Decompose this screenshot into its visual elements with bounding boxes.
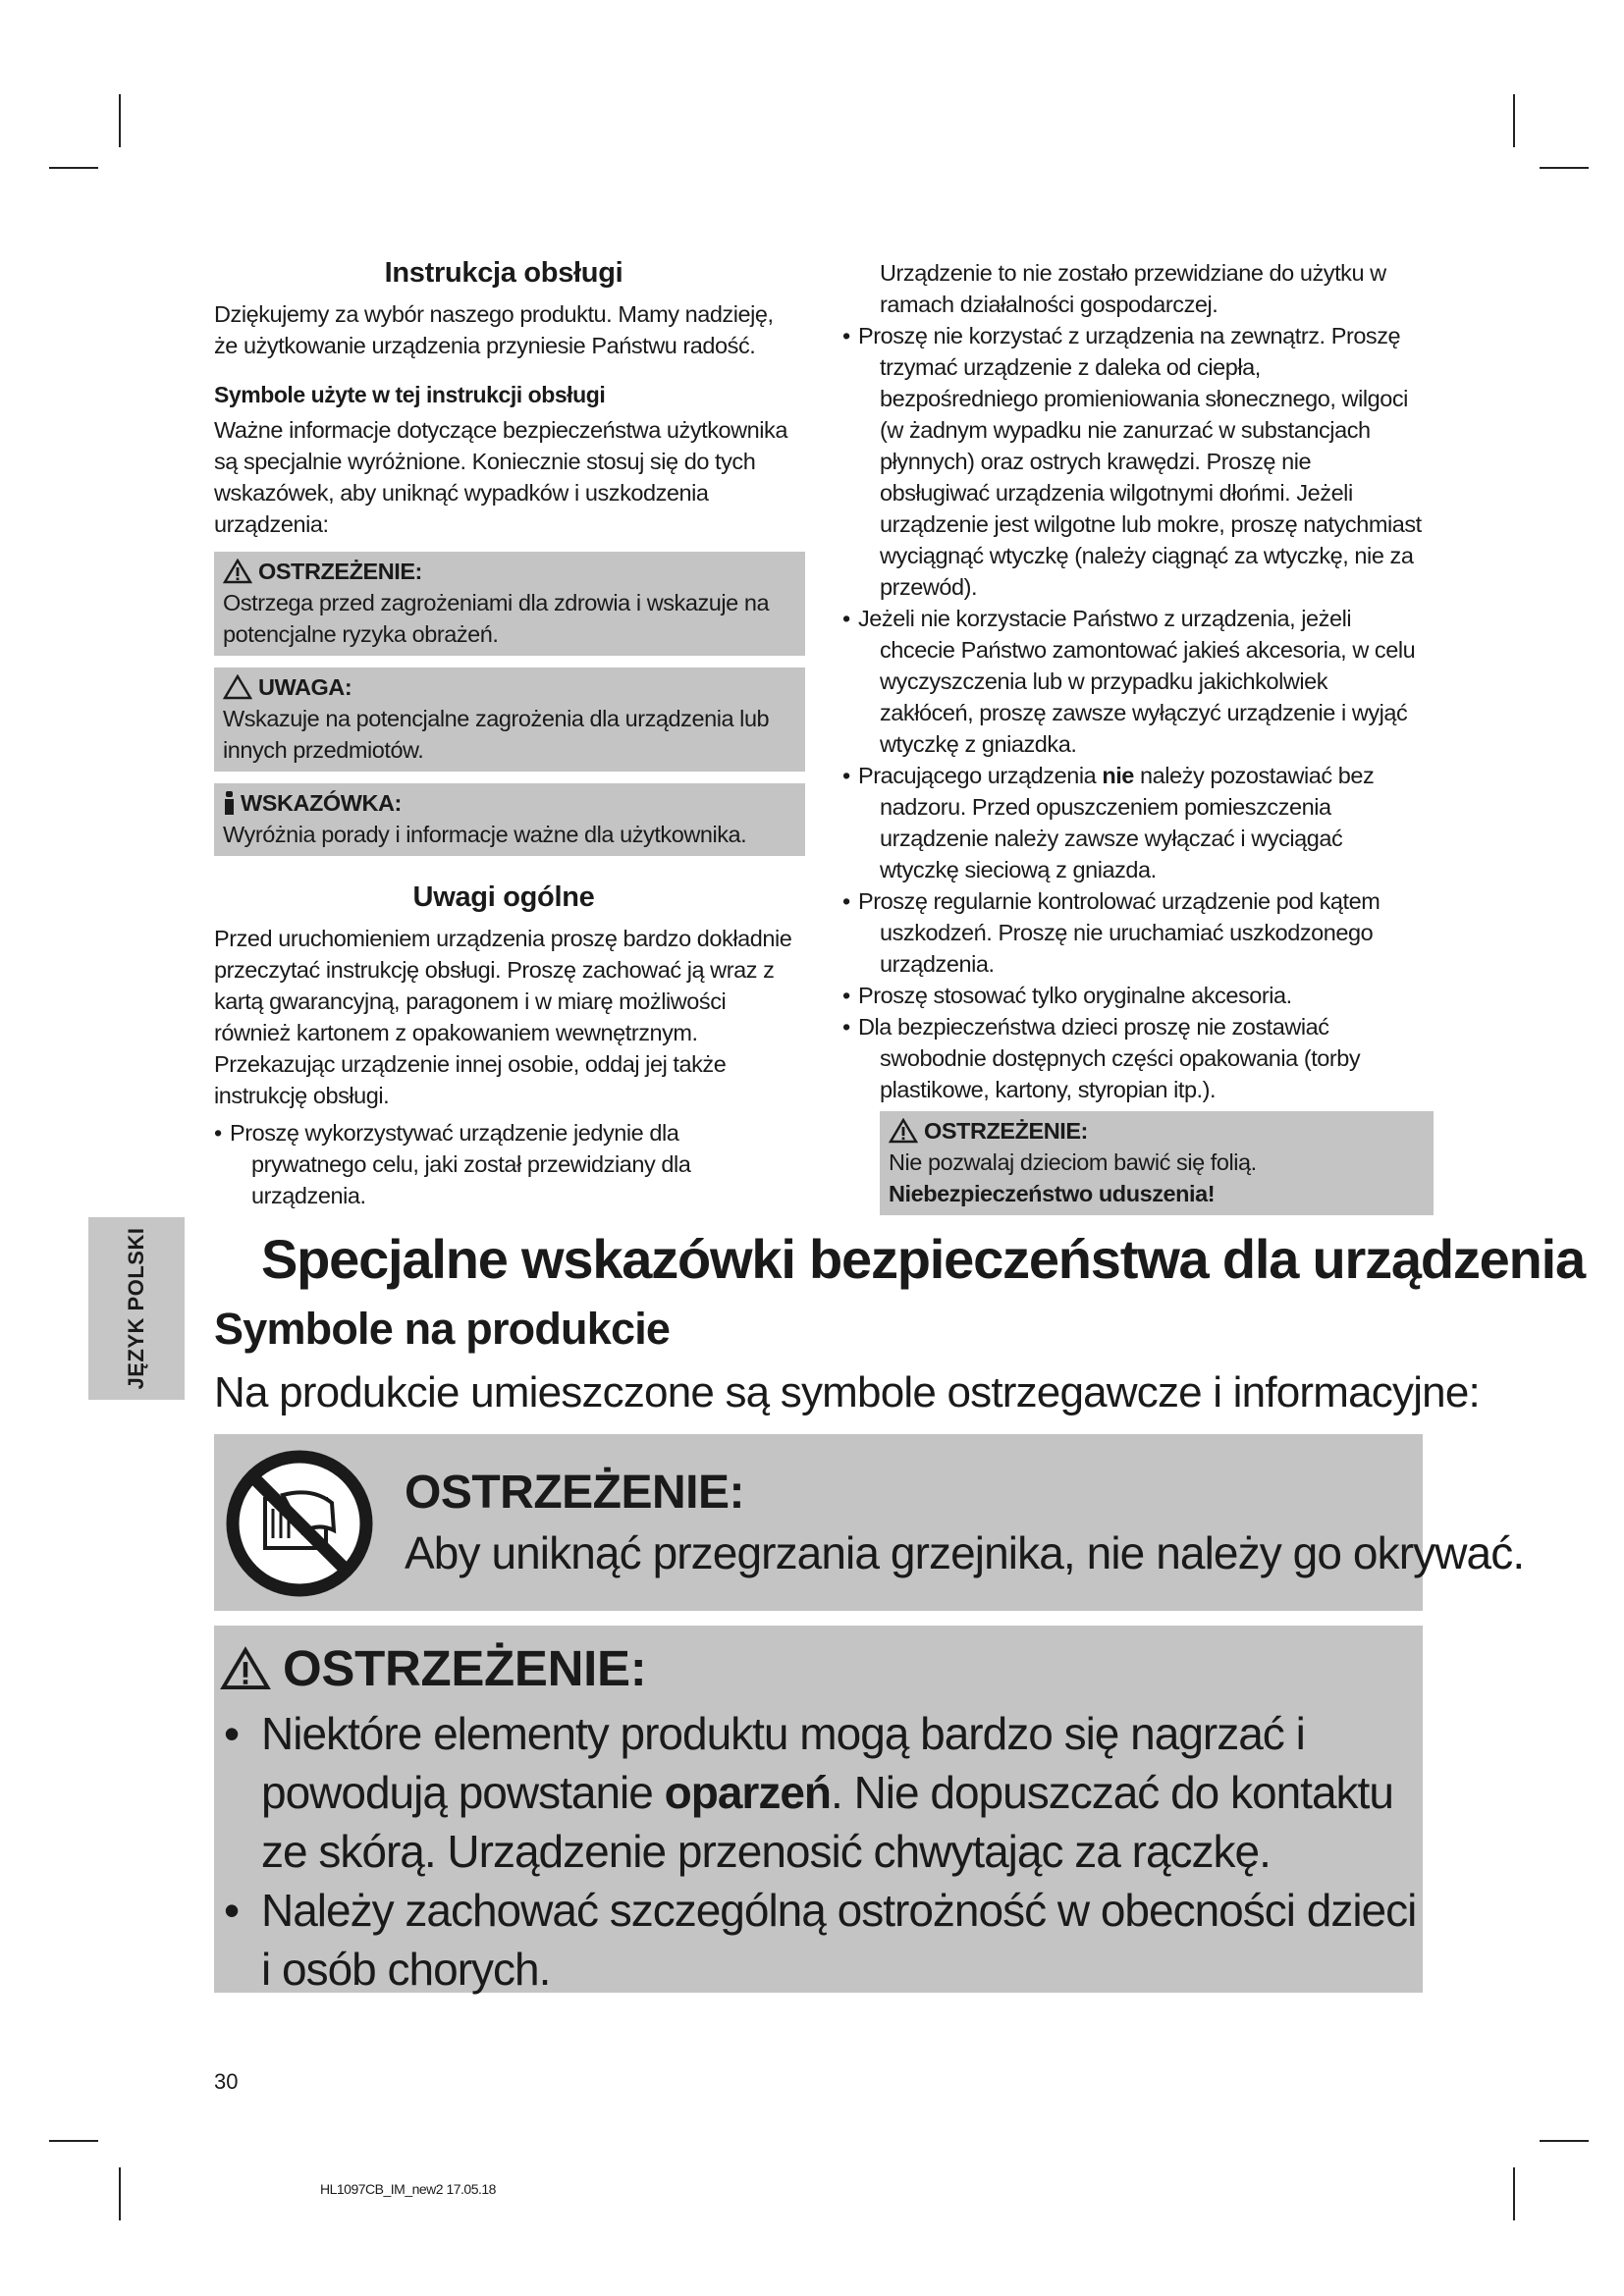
- warning-triangle-icon: [889, 1118, 918, 1144]
- manual-title: Instrukcja obsługi: [384, 257, 623, 289]
- special-safety-title: Specjalne wskazówki bezpieczeństwa dla urządzenia: [261, 1228, 1585, 1290]
- product-symbols-intro: Na produkcie umieszczone są symbole ostrzegawcze i informacyjne:: [214, 1368, 1480, 1416]
- do-not-cover-box: [214, 1434, 1525, 1611]
- do-not-cover-title: OSTRZEŻENIE:: [405, 1467, 745, 1519]
- foil-warning-text: [889, 1147, 1425, 1209]
- list-item: • Proszę nie korzystać z urządzenia na zewnątrz. Proszę trzymać urządzenie z daleka od ciepła, bezpośredniego promieniowania słonecznego, wilgoci (w żadnym wypadku nie zanurzać w substancjach płynnych) oraz ostrych krawędzi. Proszę nie obsługiwać urządzenia wilgotnymi dłońmi. Jeżeli urządzenie jest wilgotne lub mokre, proszę natychmiast wyciągnąć wtyczkę (należy ciągnąć za wtyczkę, nie za przewód).: [842, 320, 1422, 603]
- warning-box-title: OSTRZEŻENIE:: [258, 559, 422, 584]
- warning-triangle-icon: [220, 1646, 271, 1691]
- do-not-cover-text: Aby uniknąć przegrzania grzejnika, nie należy go okrywać.: [405, 1527, 1525, 1578]
- list-item: • Proszę regularnie kontrolować urządzenie pod kątem uszkodzeń. Proszę nie uruchamiać uszkodzonego urządzenia.: [842, 885, 1422, 980]
- caution-triangle-icon: [223, 674, 252, 700]
- general-heading: Uwagi ogólne: [412, 881, 595, 913]
- list-item: • Dla bezpieczeństwa dzieci proszę nie zostawiać swobodnie dostępnych części opakowania (torby plastikowe, kartony, styropian itp.).: [842, 1011, 1422, 1105]
- intro-text: Dziękujemy za wybór naszego produktu. Mamy nadzieję, że użytkowanie urządzenia przyniesie Państwu radość.: [214, 301, 774, 358]
- burn-warning-list: [214, 1704, 1432, 1999]
- crop-mark: [119, 94, 121, 147]
- right-bullet-list: [842, 320, 1422, 1105]
- warning-box: [214, 552, 805, 656]
- left-column: [214, 257, 793, 1211]
- list-item-text: . Nie dopuszczać do kontaktu ze skórą. Urządzenie przenosić chwytając za rączkę.: [261, 1767, 1393, 1877]
- language-tab: [88, 1217, 185, 1400]
- warning-triangle-icon: [223, 559, 252, 584]
- note-box: [214, 783, 805, 856]
- crop-mark: [1513, 94, 1515, 147]
- foil-warning-text-bold: Niebezpieczeństwo uduszenia!: [889, 1181, 1216, 1206]
- burn-warning-box: [214, 1626, 1423, 1993]
- crop-mark: [49, 167, 98, 169]
- list-item-text: Niektóre elementy produktu mogą bardzo się nagrzać i powodują powstanie: [261, 1708, 1305, 1818]
- list-item: • Proszę wykorzystywać urządzenie jedynie dla prywatnego celu, jaki został przewidziany dla urządzenia.: [214, 1117, 793, 1211]
- crop-mark: [1513, 2167, 1515, 2220]
- list-item: • Jeżeli nie korzystacie Państwo z urządzenia, jeżeli chcecie Państwo zamontować jakieś akcesoria, w celu wyczyszczenia lub w przypadku jakichkolwiek zakłóceń, proszę zawsze wyłączyć urządzenie i wyjąć wtyczkę z gniazdka.: [842, 603, 1422, 760]
- symbols-heading: Symbole użyte w tej instrukcji obsługi: [214, 382, 606, 407]
- continued-text: Urządzenie to nie zostało przewidziane do użytku w ramach działalności gospodarczej.: [880, 260, 1386, 317]
- product-symbols-subtitle: Symbole na produkcie: [214, 1304, 671, 1354]
- left-bullet-list: [214, 1117, 793, 1211]
- list-item-text: Pracującego urządzenia: [858, 763, 1097, 788]
- crop-mark: [1540, 2140, 1589, 2142]
- list-item: [214, 1704, 1432, 1881]
- list-item-bold: nie: [1102, 763, 1134, 788]
- page-number: 30: [214, 2069, 239, 2094]
- burn-warning-title: OSTRZEŻENIE:: [283, 1640, 647, 1696]
- list-item: • Proszę stosować tylko oryginalne akcesoria.: [842, 980, 1422, 1011]
- symbols-text: Ważne informacje dotyczące bezpieczeństwa użytkownika są specjalnie wyróżnione. Koniecznie stosuj się do tych wskazówek, aby uniknąć wypadków i uszkodzenia urządzenia:: [214, 417, 787, 537]
- general-text: Przed uruchomieniem urządzenia proszę bardzo dokładnie przeczytać instrukcję obsługi. Proszę zachować ją wraz z kartą gwarancyjną, paragonem i w miarę możliwości również kartonem z opakowaniem wewnętrznym. Przekazując urządzenie innej osobie, oddaj jej także instrukcję obsługi.: [214, 926, 792, 1108]
- right-column: [842, 257, 1422, 1215]
- info-icon: [223, 791, 235, 815]
- caution-box-text: Wskazuje na potencjalne zagrożenia dla urządzenia lub innych przedmiotów.: [223, 706, 770, 763]
- foil-warning-text-plain: Nie pozwalaj dzieciom bawić się folią.: [889, 1149, 1257, 1175]
- list-item: [842, 760, 1422, 885]
- crop-mark: [49, 2140, 98, 2142]
- crop-mark: [1540, 167, 1589, 169]
- do-not-cover-icon: [224, 1448, 375, 1599]
- print-footer: HL1097CB_IM_new2 17.05.18: [320, 2181, 496, 2197]
- list-item: • Należy zachować szczególną ostrożność w obecności dzieci i osób chorych.: [214, 1881, 1432, 1999]
- foil-warning-title: OSTRZEŻENIE:: [924, 1118, 1088, 1144]
- note-box-text: Wyróżnia porady i informacje ważne dla użytkownika.: [223, 822, 747, 847]
- caution-box-title: UWAGA:: [258, 674, 352, 700]
- list-item-bold: oparzeń: [664, 1767, 832, 1818]
- list-item-text: należy pozostawiać bez nadzoru. Przed opuszczeniem pomieszczenia urządzenie należy zawsze wyłączać i wyciągać wtyczkę sieciową z gniazda.: [880, 763, 1375, 882]
- warning-box-text: Ostrzega przed zagrożeniami dla zdrowia i wskazuje na potencjalne ryzyka obrażeń.: [223, 590, 770, 647]
- crop-mark: [119, 2167, 121, 2220]
- caution-box: [214, 667, 805, 772]
- note-box-title: WSKAZÓWKA:: [241, 790, 402, 816]
- language-tab-label: JĘZYK POLSKI: [124, 1227, 148, 1390]
- foil-warning-box: [880, 1111, 1434, 1215]
